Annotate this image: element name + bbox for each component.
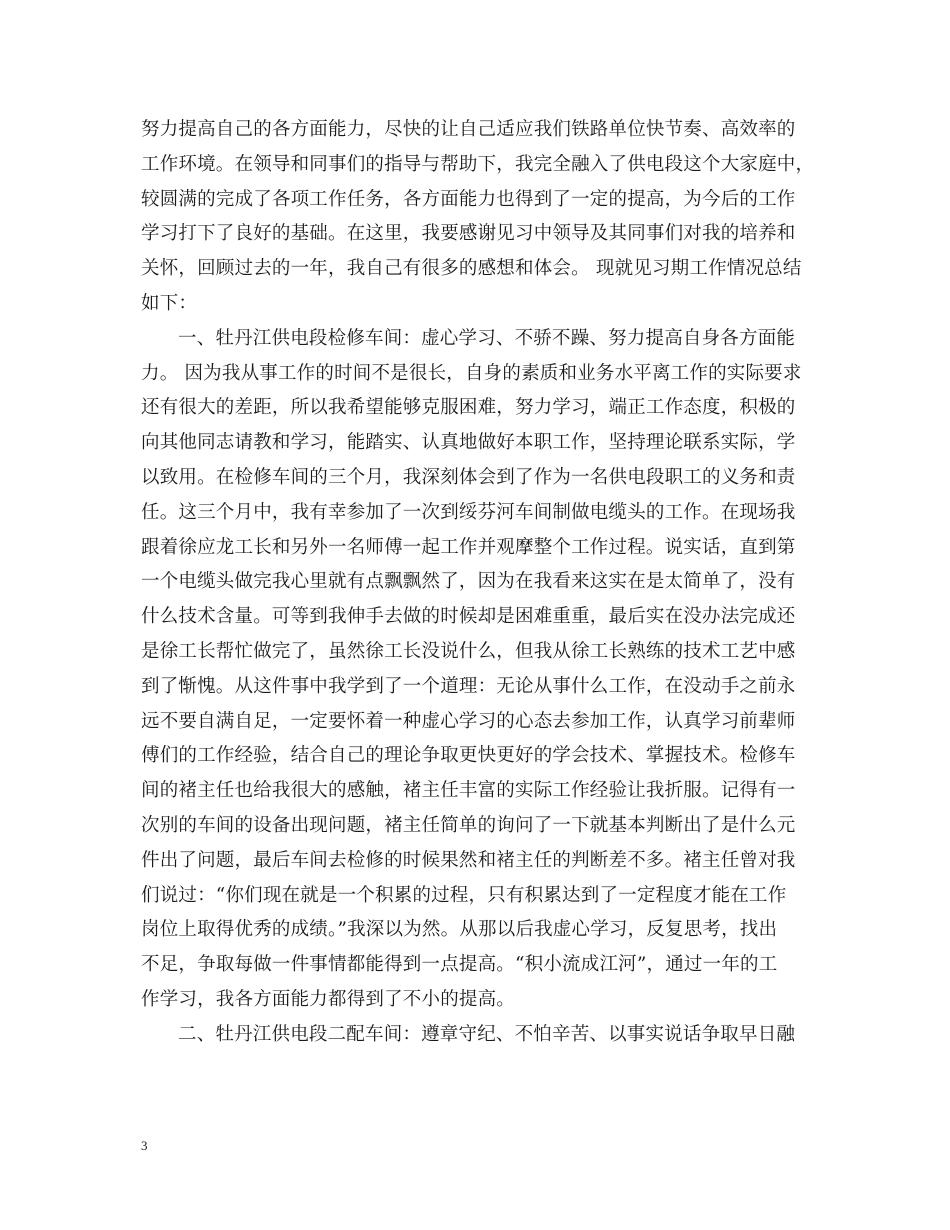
page-number: 3 (141, 1138, 148, 1153)
text-line: 还有很大的差距，所以我希望能够克服困难，努力学习，端正工作态度，积极的 (141, 397, 796, 419)
text-line: 岗位上取得优秀的成绩。”我深以为然。从那以后我虚心学习，反复思考，找出 (141, 919, 778, 941)
section-heading-line: 一、牡丹江供电段检修车间：虚心学习、不骄不躁、努力提高自身各方面能 (178, 327, 796, 349)
text-line: 傅们的工作经验，结合自己的理论争取更快更好的学会技术、掌握技术。检修车 (141, 745, 796, 767)
text-line: 较圆满的完成了各项工作任务，各方面能力也得到了一定的提高，为今后的工作 (141, 188, 796, 210)
section-heading-line: 二、牡丹江供电段二配车间：遵章守纪、不怕辛苦、以事实说话争取早日融 (178, 1023, 796, 1045)
text-line: 关怀，回顾过去的一年，我自己有很多的感想和体会。 现就见习期工作情况总结 (141, 258, 802, 280)
text-line: 以致用。在检修车间的三个月，我深刻体会到了作为一名供电段职工的义务和责 (141, 466, 796, 488)
text-line: 力。 因为我从事工作的时间不是很长，自身的素质和业务水平离工作的实际要求 (141, 362, 802, 384)
document-body (141, 113, 813, 1053)
text-line: 如下： (141, 292, 198, 314)
text-line: 跟着徐应龙工长和另外一名师傅一起工作并观摩整个工作过程。说实话，直到第 (141, 536, 796, 558)
text-line: 不足，争取每做一件事情都能得到一点提高。“积小流成江河”，通过一年的工 (141, 954, 778, 976)
text-line: 任。这三个月中，我有幸参加了一次到绥芬河车间制做电缆头的工作。在现场我 (141, 501, 796, 523)
text-line: 远不要自满自足，一定要怀着一种虚心学习的心态去参加工作，认真学习前辈师 (141, 710, 796, 732)
text-line: 件出了问题，最后车间去检修的时候果然和褚主任的判断差不多。褚主任曾对我 (141, 849, 796, 871)
text-line: 间的褚主任也给我很大的感触，褚主任丰富的实际工作经验让我折服。记得有一 (141, 780, 796, 802)
text-line: 到了惭愧。从这件事中我学到了一个道理：无论从事什么工作，在没动手之前永 (141, 675, 796, 697)
text-line: 作学习，我各方面能力都得到了不小的提高。 (141, 988, 516, 1010)
text-line: 一个电缆头做完我心里就有点飘飘然了，因为在我看来这实在是太简单了，没有 (141, 571, 796, 593)
text-line: 努力提高自己的各方面能力，尽快的让自己适应我们铁路单位快节奏、高效率的 (141, 119, 796, 140)
text-line: 学习打下了良好的基础。在这里，我要感谢见习中领导及其同事们对我的培养和 (141, 223, 796, 245)
text-line: 是徐工长帮忙做完了，虽然徐工长没说什么，但我从徐工长熟练的技术工艺中感 (141, 640, 796, 662)
text-line: 向其他同志请教和学习，能踏实、认真地做好本职工作，坚持理论联系实际，学 (141, 432, 796, 454)
text-line: 工作环境。在领导和同事们的指导与帮助下，我完全融入了供电段这个大家庭中， (141, 153, 815, 175)
text-line: 次别的车间的设备出现问题，褚主任简单的询问了一下就基本判断出了是什么元 (141, 814, 796, 836)
text-line: 什么技术含量。可等到我伸手去做的时候却是困难重重，最后实在没办法完成还 (141, 606, 796, 628)
text-line: 们说过：“你们现在就是一个积累的过程，只有积累达到了一定程度才能在工作 (141, 884, 787, 906)
